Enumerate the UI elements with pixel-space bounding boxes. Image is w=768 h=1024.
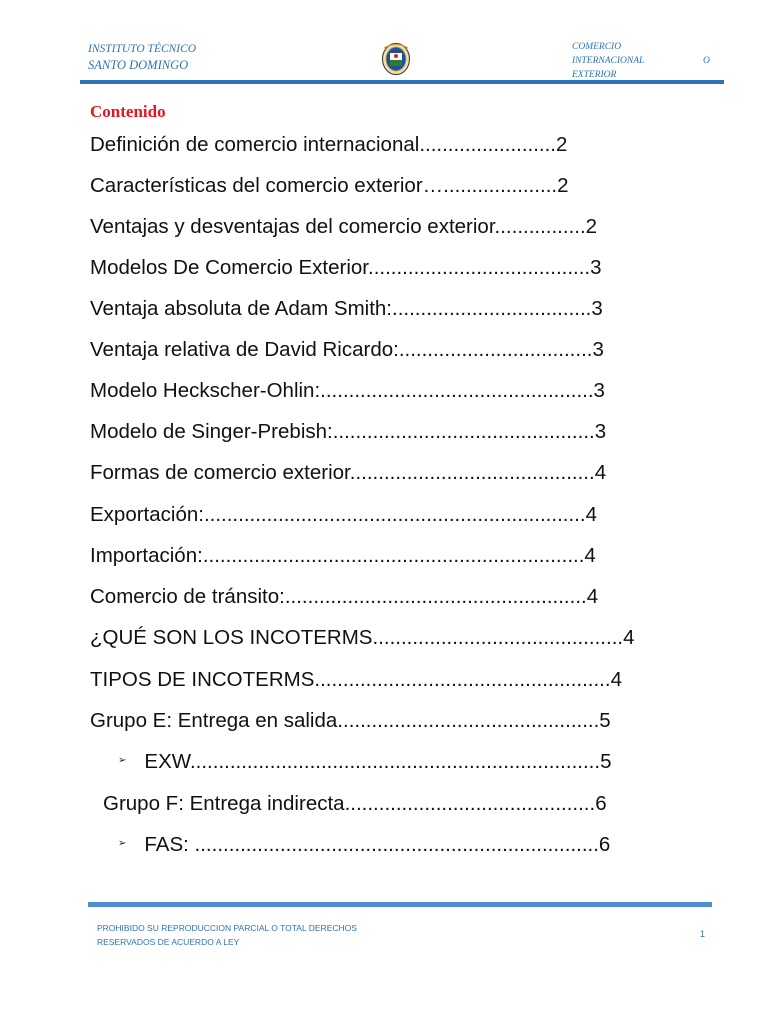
subject-name — [572, 40, 722, 78]
toc-entry-leader: ................ — [494, 215, 586, 238]
toc-entry-leader: ........................................................................ — [189, 750, 601, 773]
toc-entry-leader: ....................................... — [368, 256, 591, 279]
toc-entry[interactable] — [118, 830, 610, 860]
toc-entry-leader: .............................................. — [337, 709, 600, 732]
toc-entry-title: Definición de comercio internacional — [90, 133, 420, 156]
toc-entry-leader: ................................................................... — [203, 503, 586, 526]
toc-entry-title: Ventajas y desventajas del comercio exterior — [90, 215, 495, 238]
toc-entry[interactable] — [90, 171, 569, 201]
subject-line1: COMERCIO — [572, 42, 622, 52]
toc-entry[interactable] — [103, 789, 607, 819]
toc-entry[interactable] — [90, 623, 635, 653]
toc-entry-page: 4 — [594, 461, 607, 484]
toc-entry-title: Ventaja absoluta de Adam Smith: — [90, 297, 393, 320]
toc-entry[interactable] — [90, 417, 606, 447]
school-seal-icon — [381, 42, 411, 76]
bullet-arrow-icon: ➢ — [118, 754, 127, 766]
toc-entry[interactable] — [90, 253, 602, 283]
footer-rule — [88, 902, 712, 907]
toc-entry[interactable] — [90, 335, 604, 365]
subject-line2: INTERNACIONAL — [572, 56, 645, 66]
toc-entry-page: 4 — [585, 503, 597, 526]
toc-entry[interactable] — [90, 130, 567, 160]
toc-entry-title: Ventaja relativa de David Ricardo: — [90, 338, 399, 361]
toc-entry-title: Exportación: — [90, 503, 204, 526]
toc-entry[interactable] — [90, 294, 603, 324]
footer-notice — [97, 921, 357, 949]
toc-entry-leader: ..................................................... — [284, 585, 587, 608]
toc-entry-page: 4 — [586, 585, 599, 608]
footer-notice-line2: RESERVADOS DE ACUERDO A LEY — [97, 937, 240, 947]
toc-entry-leader: ….................... — [422, 174, 558, 197]
toc-entry[interactable] — [90, 706, 611, 736]
page-number: 1 — [700, 929, 706, 939]
toc-entry[interactable] — [90, 500, 597, 530]
toc-entry-page: 3 — [593, 379, 605, 402]
toc-entry-title: Características del comercio exterior — [90, 174, 423, 197]
toc-entry[interactable] — [90, 582, 598, 612]
toc-entry-page: 6 — [598, 833, 611, 856]
bullet-arrow-icon: ➢ — [118, 837, 127, 849]
toc-entry-page: 3 — [594, 420, 607, 443]
toc-entry-page: 6 — [595, 792, 607, 815]
toc-entry-title: Grupo E: Entrega en salida — [90, 709, 338, 732]
toc-entry-leader: .................................. — [398, 338, 593, 361]
toc-entry-leader: ............................................ — [372, 626, 624, 649]
toc-entry[interactable] — [90, 212, 597, 242]
toc-entry-leader: ................................................................... — [202, 544, 585, 567]
header-rule — [80, 80, 724, 84]
toc-entry-title: FAS: — [144, 833, 195, 856]
toc-entry[interactable] — [90, 665, 622, 695]
toc-entry[interactable] — [118, 747, 611, 777]
toc-entry[interactable] — [90, 376, 605, 406]
school-name-line1: INSTITUTO TÉCNICO — [88, 43, 197, 55]
toc-entry-page: 5 — [600, 750, 612, 773]
toc-entry-leader: ................................... — [392, 297, 592, 320]
toc-entry-title: Importación: — [90, 544, 203, 567]
toc-entry-title: EXW — [144, 750, 190, 773]
toc-entry-page: 4 — [610, 668, 622, 691]
toc-entry-leader: .............................................. — [332, 420, 595, 443]
toc-entry-page: 3 — [591, 297, 603, 320]
toc-entry-title: Grupo F: Entrega indirecta — [103, 792, 345, 815]
toc-entry-leader: ................................................ — [320, 379, 594, 402]
toc-entry-page: 4 — [623, 626, 635, 649]
toc-entry-leader: ............................................ — [344, 792, 596, 815]
school-name-line2: SANTO DOMINGO — [88, 58, 189, 72]
toc-entry[interactable] — [90, 458, 606, 488]
toc-entry-leader: ........................ — [419, 133, 557, 156]
toc-entry-title: Modelos De Comercio Exterior — [90, 256, 368, 279]
toc-entry-title: Modelo de Singer-Prebish: — [90, 420, 333, 443]
subject-line2-suffix: O — [703, 56, 710, 66]
toc-entry-page: 2 — [556, 133, 568, 156]
toc-entry-page: 5 — [599, 709, 611, 732]
footer-notice-line1: PROHIBIDO SU REPRODUCCION PARCIAL O TOTAL DERECHOS — [97, 923, 357, 933]
toc-entry-title: Modelo Heckscher-Ohlin: — [90, 379, 321, 402]
toc-entry-page: 4 — [584, 544, 596, 567]
toc-entry-leader: .................................................... — [314, 668, 611, 691]
toc-entry-title: Formas de comercio exterior — [90, 461, 350, 484]
toc-heading: Contenido — [90, 102, 166, 121]
school-name — [88, 41, 196, 73]
toc-entry-leader: ........................................... — [349, 461, 595, 484]
toc-entry-page: 2 — [585, 215, 598, 238]
subject-line3: EXTERIOR — [572, 70, 617, 78]
toc-entry[interactable] — [90, 541, 596, 571]
toc-entry-title: TIPOS DE INCOTERMS — [90, 668, 315, 691]
toc-entry-title: Comercio de tránsito: — [90, 585, 285, 608]
toc-entry-page: 3 — [592, 338, 604, 361]
toc-entry-leader: ....................................................................... — [194, 833, 599, 856]
toc-entry-page: 3 — [590, 256, 602, 279]
toc-entry-title: ¿QUÉ SON LOS INCOTERMS — [90, 626, 373, 649]
toc-entry-page: 2 — [557, 174, 569, 197]
